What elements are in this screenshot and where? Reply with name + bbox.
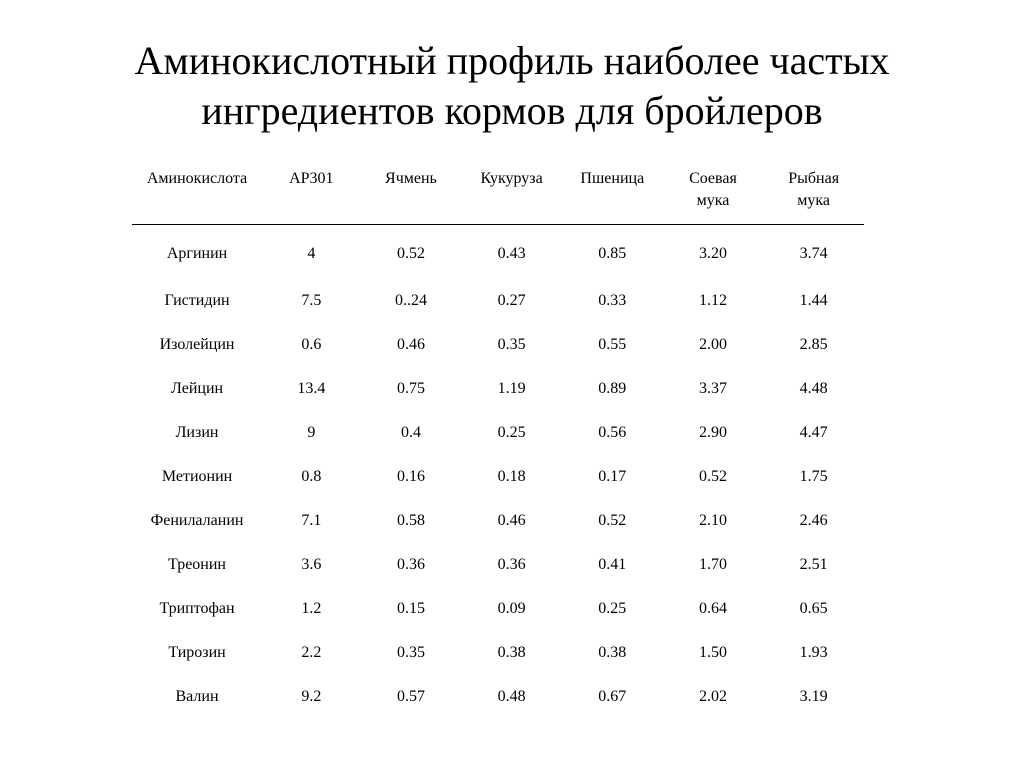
value-cell: 3.20 (698, 245, 727, 262)
column-header-ap301 (262, 166, 361, 225)
amino-acid-name-cell: Гистидин (164, 292, 230, 309)
column-header-line: Пшеница (580, 170, 645, 187)
table-row (132, 631, 864, 675)
value-cell: 3.6 (301, 556, 322, 573)
amino-acid-name-cell: Лизин (175, 424, 219, 441)
table-row (132, 675, 864, 719)
value-cell: 1.70 (698, 556, 727, 573)
value-cell: 0.16 (396, 468, 425, 485)
table-row (132, 499, 864, 543)
value-cell: 1.2 (301, 600, 322, 617)
value-cell: 0.36 (396, 556, 425, 573)
title-line-2: ингредиентов кормов для бройлеров (201, 88, 823, 133)
value-cell: 2.46 (799, 512, 828, 529)
value-cell: 2.02 (698, 688, 727, 705)
column-header-line: мука (696, 192, 730, 209)
value-cell: 0.25 (598, 600, 627, 617)
value-cell: 0.64 (698, 600, 727, 617)
value-cell: 0.43 (497, 245, 526, 262)
value-cell: 2.10 (698, 512, 727, 529)
table-body (132, 225, 864, 720)
value-cell: 0.09 (497, 600, 526, 617)
table-row (132, 367, 864, 411)
value-cell: 0.6 (301, 336, 322, 353)
value-cell: 0.8 (301, 468, 322, 485)
value-cell: 0.65 (799, 600, 828, 617)
table-row (132, 323, 864, 367)
value-cell: 2.90 (698, 424, 727, 441)
column-header-amino-acid (132, 166, 262, 225)
amino-acid-name-cell: Треонин (168, 556, 226, 573)
column-header-line: мука (797, 192, 831, 209)
table-row (132, 587, 864, 631)
table-row (132, 279, 864, 323)
value-cell: 2.00 (698, 336, 727, 353)
value-cell: 3.74 (799, 245, 828, 262)
value-cell: 0.18 (497, 468, 526, 485)
value-cell: 0.33 (598, 292, 627, 309)
value-cell: 4 (307, 245, 316, 262)
value-cell: 0.17 (598, 468, 627, 485)
amino-acid-name-cell: Изолейцин (159, 336, 235, 353)
column-header-line: Ячмень (385, 170, 437, 187)
value-cell: 0.35 (497, 336, 526, 353)
value-cell: 0.89 (598, 380, 627, 397)
value-cell: 0.35 (396, 644, 425, 661)
value-cell: 0.38 (497, 644, 526, 661)
column-header-line: Аминокислота (146, 170, 248, 187)
amino-acid-name-cell: Аргинин (166, 245, 228, 262)
value-cell: 1.75 (799, 468, 828, 485)
value-cell: 7.1 (301, 512, 322, 529)
table-row (132, 455, 864, 499)
value-cell: 2.2 (301, 644, 322, 661)
value-cell: 0.52 (396, 245, 425, 262)
value-cell: 4.47 (799, 424, 828, 441)
value-cell: 3.19 (799, 688, 828, 705)
column-header-line: Рыбная (788, 170, 840, 187)
value-cell: 0.27 (497, 292, 526, 309)
column-header-line: Кукуруза (480, 170, 543, 187)
column-header-line: Соевая (689, 170, 737, 187)
value-cell: 0.75 (396, 380, 425, 397)
column-header-barley (361, 166, 462, 225)
amino-acid-name-cell: Метионин (161, 468, 233, 485)
amino-acid-name-cell: Тирозин (168, 644, 226, 661)
value-cell: 0..24 (394, 292, 427, 309)
amino-acid-table (132, 166, 864, 719)
value-cell: 1.19 (497, 380, 526, 397)
value-cell: 0.67 (598, 688, 627, 705)
value-cell: 9.2 (301, 688, 322, 705)
value-cell: 0.52 (698, 468, 727, 485)
value-cell: 9 (307, 424, 316, 441)
value-cell: 0.25 (497, 424, 526, 441)
value-cell: 0.46 (497, 512, 526, 529)
value-cell: 0.52 (598, 512, 627, 529)
value-cell: 0.55 (598, 336, 627, 353)
column-header-corn (461, 166, 562, 225)
amino-acid-name-cell: Фенилаланин (150, 512, 244, 529)
value-cell: 0.15 (396, 600, 425, 617)
value-cell: 1.12 (698, 292, 727, 309)
value-cell: 0.57 (396, 688, 425, 705)
value-cell: 0.4 (400, 424, 421, 441)
page-title (0, 36, 1024, 136)
value-cell: 2.51 (799, 556, 828, 573)
value-cell: 7.5 (301, 292, 322, 309)
value-cell: 0.41 (598, 556, 627, 573)
title-line-1: Аминокислотный профиль наиболее частых (134, 38, 890, 83)
table-row (132, 411, 864, 455)
column-header-wheat (562, 166, 663, 225)
value-cell: 0.38 (598, 644, 627, 661)
value-cell: 1.50 (698, 644, 727, 661)
value-cell: 2.85 (799, 336, 828, 353)
table-row (132, 543, 864, 587)
column-header-fish-meal (763, 166, 864, 225)
amino-acid-name-cell: Триптофан (159, 600, 235, 617)
value-cell: 0.46 (396, 336, 425, 353)
amino-acid-name-cell: Валин (175, 688, 219, 705)
value-cell: 0.56 (598, 424, 627, 441)
table-header-row (132, 166, 864, 225)
value-cell: 3.37 (698, 380, 727, 397)
column-header-line: AP301 (289, 170, 334, 187)
column-header-soybean-meal (663, 166, 764, 225)
table-row (132, 225, 864, 280)
value-cell: 0.36 (497, 556, 526, 573)
value-cell: 0.58 (396, 512, 425, 529)
value-cell: 1.93 (799, 644, 828, 661)
value-cell: 0.85 (598, 245, 627, 262)
value-cell: 4.48 (799, 380, 828, 397)
value-cell: 13.4 (297, 380, 326, 397)
value-cell: 0.48 (497, 688, 526, 705)
value-cell: 1.44 (799, 292, 828, 309)
amino-acid-name-cell: Лейцин (170, 380, 224, 397)
